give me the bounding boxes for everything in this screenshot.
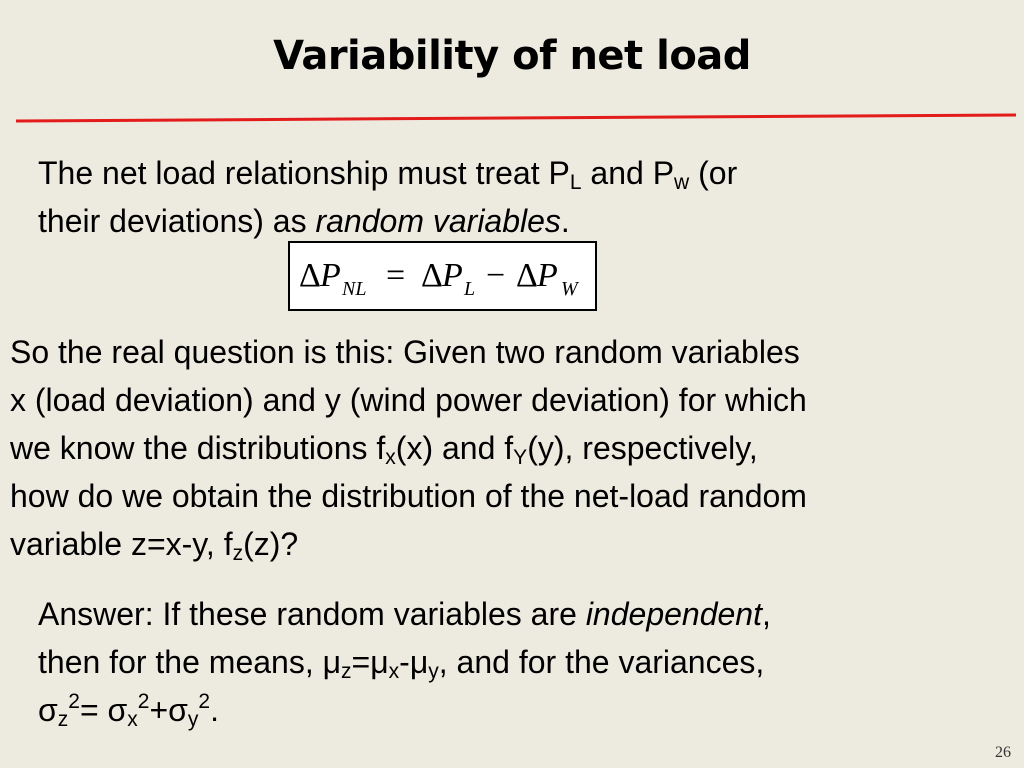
eq-p-l: P <box>442 257 463 294</box>
eq-delta-3: Δ <box>516 257 538 294</box>
independent-emphasis: independent <box>585 596 762 632</box>
random-variables-emphasis: random variables <box>315 203 561 239</box>
eq-p-nl: P <box>320 257 341 294</box>
title-underline <box>16 112 1016 124</box>
question-paragraph: So the real question is this: Given two random variables x (load deviation) and y (wind power deviation) for which we know the distributions $f_x(x)$ and $f_Y(y)$, respectively, how do we obtain the distribution of the net-load random variable z=x-y, $f_z(z)$? <box>10 334 807 565</box>
eq-delta-2: Δ <box>421 257 443 294</box>
eq-minus: − <box>486 257 506 294</box>
eq-sub-w: W <box>561 278 578 300</box>
slide-title: Variability of net load <box>273 33 751 79</box>
net-load-equation <box>290 243 595 309</box>
answer-paragraph: Answer: If these random variables are independent, then for the means, $\mu_z=\mu_x-\mu_y$, and for the variances, $\sigma_z^2= \sigma_x^2+\sigma_y^2$. <box>38 596 771 731</box>
net-load-intro-paragraph: The net load relationship must treat $P_L$ and $P_w$ (or their deviations) as random variables. <box>38 155 738 239</box>
eq-p-w: P <box>537 257 558 294</box>
eq-sub-l: L <box>464 278 476 300</box>
page-number: 26 <box>995 744 1011 761</box>
eq-sub-nl: NL <box>342 278 367 300</box>
eq-equals: = <box>386 257 406 294</box>
net-load-equation-box <box>288 241 597 311</box>
eq-delta-1: Δ <box>299 257 321 294</box>
